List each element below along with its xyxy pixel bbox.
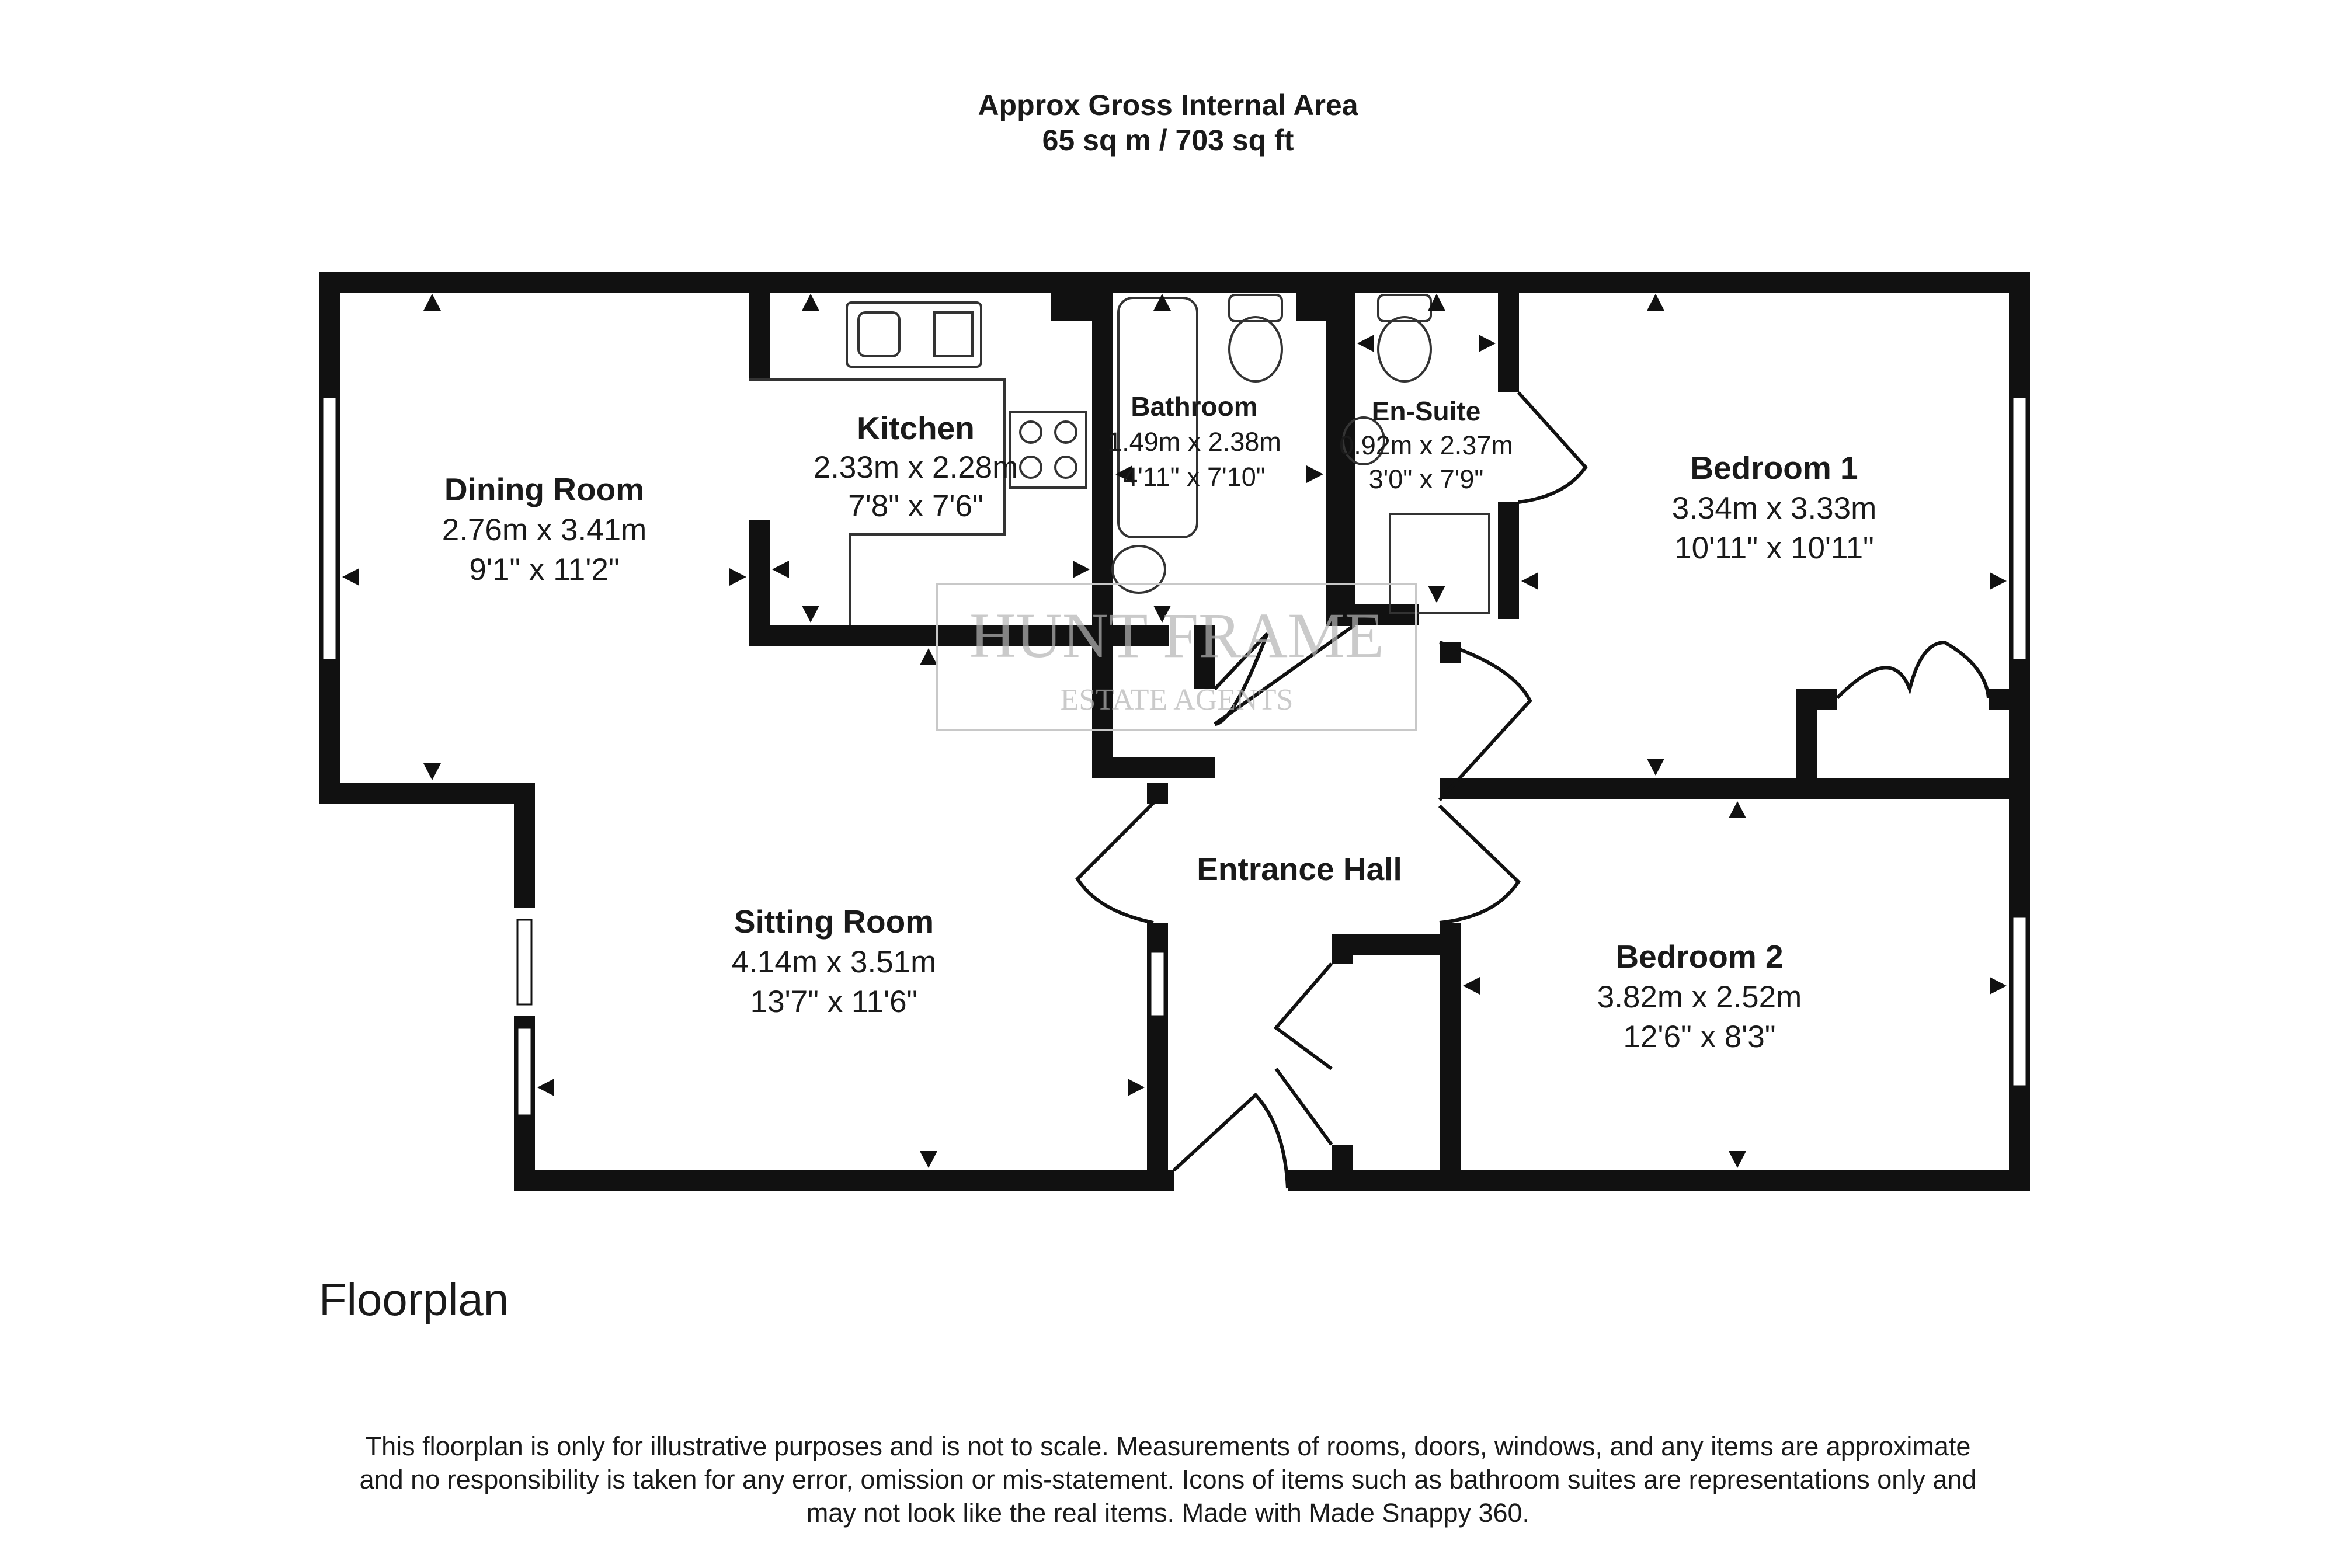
door-entrance: [1174, 1095, 1288, 1188]
hob-ring-icon: [1055, 457, 1076, 478]
dining-room-metric: 2.76m x 3.41m: [442, 513, 647, 547]
wall-sitting-left-upper: [514, 783, 535, 908]
kitchen-name: Kitchen: [857, 410, 975, 446]
hob-ring-icon: [1055, 422, 1076, 443]
wall-wardrobe-top-right: [1989, 689, 2030, 710]
door-bedroom1: [1440, 642, 1530, 800]
window-hall: [1150, 952, 1164, 1016]
arrow-right-bedroom2: [1990, 977, 2007, 995]
toilet-bowl-icon: [1229, 317, 1282, 381]
bathroom-name: Bathroom: [1131, 391, 1258, 422]
sitting-room-imperial: 13'7" x 11'6": [750, 985, 918, 1019]
arrow-right-kitchen: [1073, 561, 1090, 578]
shower-tray-icon: [1390, 514, 1489, 613]
wall-cupboard-stub: [1332, 934, 1353, 964]
arrow-up-bathroom: [1153, 294, 1171, 311]
arrow-down-ensuite: [1428, 586, 1445, 603]
area-value: 65 sq m / 703 sq ft: [1042, 124, 1294, 157]
door-ensuite: [1518, 392, 1586, 502]
arrow-up-kitchen: [802, 294, 819, 311]
window-bedroom2: [2012, 917, 2026, 1086]
arrow-left-dining: [342, 568, 359, 586]
wall-bed1-bottom: [1440, 778, 2030, 799]
drainer-icon: [934, 312, 972, 356]
arrow-right-ensuite: [1479, 335, 1496, 352]
arrow-down-kitchen: [802, 606, 819, 623]
window-sitting-upper: [517, 920, 531, 1004]
hob-ring-icon: [1020, 422, 1041, 443]
arrow-right-bathroom: [1306, 465, 1323, 483]
arrow-down-bedroom2: [1729, 1151, 1746, 1168]
door-cupboard-lower: [1276, 1069, 1332, 1145]
watermark-subtitle: ESTATE AGENTS: [1060, 683, 1294, 717]
bathroom-metric: 1.49m x 2.38m: [1107, 427, 1281, 457]
wall-sitting-right-lower: [1147, 1051, 1168, 1191]
arrow-left-ensuite: [1357, 335, 1374, 352]
disclaimer: [234, 1430, 2102, 1529]
wall-kitchen-stub: [1051, 293, 1098, 321]
bedroom1-name: Bedroom 1: [1690, 450, 1858, 486]
disclaimer-line: may not look like the real items. Made with Made Snappy 360.: [806, 1498, 1530, 1528]
arrow-left-sitting: [537, 1079, 554, 1096]
bedroom1-imperial: 10'11" x 10'11": [1674, 531, 1874, 565]
window-dining: [322, 397, 336, 660]
ensuite-name: En-Suite: [1371, 396, 1481, 426]
hob-icon: [1010, 412, 1086, 488]
arrow-up-dining: [423, 294, 441, 311]
bathroom-imperial: 4'11" x 7'10": [1123, 462, 1266, 492]
toilet-bowl-icon: [1378, 317, 1431, 381]
wall-bed2-left-lower: [1440, 1051, 1461, 1191]
arrow-down-dining: [423, 763, 441, 780]
wall-bottom-sitting: [514, 1170, 1174, 1191]
window-bedroom1: [2012, 397, 2026, 660]
wall-kitchen-left-upper: [749, 293, 770, 380]
arrow-right-bedroom1: [1990, 572, 2007, 590]
bedroom2-metric: 3.82m x 2.52m: [1597, 980, 1802, 1014]
ensuite-imperial: 3'0" x 7'9": [1368, 464, 1484, 494]
wall-ensuite-right-lower: [1498, 502, 1519, 619]
wall-ensuite-right-upper: [1498, 293, 1519, 392]
door-wardrobe: [1837, 642, 1989, 698]
disclaimer-line: This floorplan is only for illustrative purposes and is not to scale. Measurements of rooms, doors, windows, and any items are approximate: [365, 1431, 1971, 1461]
door-bedroom2: [1440, 806, 1518, 923]
arrow-right-dining: [729, 568, 746, 586]
wall-bathroom-stub: [1296, 293, 1337, 321]
wall-wardrobe-top-left: [1796, 689, 1837, 710]
arrow-up-bedroom2: [1729, 801, 1746, 818]
arrow-up-sitting: [920, 648, 937, 665]
arrow-left-bedroom1: [1521, 572, 1538, 590]
kitchen-imperial: 7'8" x 7'6": [848, 489, 983, 523]
hob-ring-icon: [1020, 457, 1041, 478]
kitchen-metric: 2.33m x 2.28m: [813, 450, 1018, 485]
arrow-up-bedroom1: [1647, 294, 1664, 311]
sitting-room-metric: 4.14m x 3.51m: [731, 945, 937, 979]
sink-bowl-icon: [858, 312, 899, 356]
wall-hall-post-left: [1147, 783, 1168, 804]
dining-room-name: Dining Room: [444, 471, 645, 507]
bedroom1-metric: 3.34m x 3.33m: [1671, 491, 1877, 526]
arrow-right-sitting: [1128, 1079, 1145, 1096]
ensuite-metric: 0.92m x 2.37m: [1339, 430, 1513, 460]
watermark: [937, 584, 1416, 730]
wall-bottom-bed2: [1288, 1170, 2030, 1191]
wall-cupboard-bottom: [1332, 1145, 1353, 1191]
wall-store-bottom: [1092, 757, 1215, 778]
basin-icon: [1113, 546, 1165, 593]
bedroom2-imperial: 12'6" x 8'3": [1623, 1020, 1776, 1054]
door-cupboard-upper: [1276, 964, 1332, 1069]
window-sitting-lower: [517, 1028, 531, 1115]
watermark-title: HUNT FRAME: [969, 600, 1385, 671]
wall-dining-bottom: [319, 783, 535, 804]
arrow-down-sitting: [920, 1151, 937, 1168]
door-sitting: [1077, 803, 1153, 923]
wall-top: [319, 272, 2030, 293]
entrance-hall-name: Entrance Hall: [1197, 851, 1402, 887]
arrow-left-bedroom2: [1463, 977, 1480, 995]
disclaimer-line: and no responsibility is taken for any error, omission or mis-statement. Icons of items such as bathroom suites are representations only and: [359, 1465, 1977, 1494]
bedroom2-name: Bedroom 2: [1615, 938, 1784, 975]
arrow-down-bedroom1: [1647, 759, 1664, 776]
arrow-left-kitchen: [772, 561, 789, 578]
floor-title: Floorplan: [319, 1274, 509, 1325]
area-title: Approx Gross Internal Area: [978, 89, 1358, 121]
dining-room-imperial: 9'1" x 11'2": [469, 552, 620, 587]
sitting-room-name: Sitting Room: [734, 903, 934, 940]
